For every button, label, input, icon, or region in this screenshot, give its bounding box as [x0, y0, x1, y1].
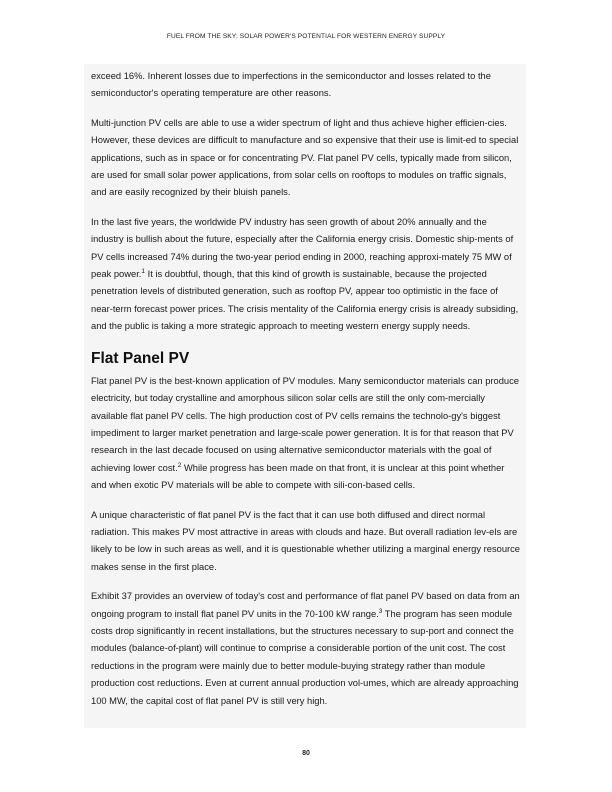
paragraph-text: Flat panel PV is the best-known application of PV modules. Many semiconductor materials can produce electricity, but today crystalline and amorphous silicon solar cells are still the only com-mercially available flat panel PV cells. The high production cost of PV cells remains the technolo-gy's biggest impediment to larger market penetration and large-scale power generation. It is for that reason that PV research in the last decade focused on using alternative semiconductor materials with the goal of achieving lower cost.	[91, 375, 519, 473]
paragraph-text: Exhibit 37 provides an overview of today's cost and performance of flat panel PV based on data from an ongoing program to install flat panel PV units in the 70-100 kW range.	[91, 591, 520, 619]
footnote-marker[interactable]: 3	[378, 607, 383, 615]
footnote-marker[interactable]: 1	[141, 267, 146, 275]
paragraph-flat-panel-intro	[91, 373, 520, 495]
section-heading: Flat Panel PV	[91, 349, 190, 367]
paragraph-pv-industry-growth	[91, 214, 520, 336]
running-header: FUEL FROM THE SKY: SOLAR POWER'S POTENTIAL FOR WESTERN ENERGY SUPPLY	[166, 33, 446, 40]
paragraph-text: It is doubtful, though, that this kind of growth is sustainable, because the projected penetration levels of distributed generation, such as rooftop PV, appear too optimistic in the face of near-term forecast power prices. The crisis mentality of the California energy crisis is already subsiding, and the public is taking a more strategic approach to meeting western energy supply needs.	[91, 269, 519, 332]
paragraph-text: While progress has been made on that front, it is unclear at this point whether and when exotic PV materials will be able to compete with sili-con-based cells.	[91, 462, 505, 491]
paragraph-exhibit-37	[91, 588, 520, 710]
paragraph-multi-junction: Multi-junction PV cells are able to use a wider spectrum of light and thus achieve higher efficien-cies. However, these devices are difficult to manufacture and so expensive that their use is limit-ed to special applications, such as in space or for concentrating PV. Flat panel PV cells, typically made from silicon, are used for small solar power applications, from solar cells on rooftops to modules on traffic signals, and are easily recognized by their bluish panels.	[91, 117, 519, 198]
paragraph-text: The program has seen module costs drop significantly in recent installations, but the structures necessary to sup-port and connect the modules (balance-of-plant) will continue to comprise a considerable portion of the unit cost. The cost reductions in the program were mainly due to better module-buying strategy rather than module production cost reductions. Even at current annual production vol-umes, which are already approaching 100 MW, the capital cost of flat panel PV is still very high.	[91, 608, 519, 706]
paragraph-text: In the last five years, the worldwide PV industry has seen growth of about 20% annually and the industry is bullish about the future, especially after the California energy crisis. Domestic ship-ments of PV cells increased 74% during the two-year period ending in 2000, reaching approxi-mately 75 MW of peak power.	[91, 216, 514, 280]
page-number: 80	[302, 750, 310, 757]
paragraph-continuation: exceed 16%. Inherent losses due to imperfections in the semiconductor and losses related to the semiconductor's operating temperature are other reasons.	[91, 71, 491, 99]
paragraph-radiation: A unique characteristic of flat panel PV is the fact that it can use both diffused and direct normal radiation. This makes PV most attractive in areas with clouds and haze. But overall radiation lev-els are likely to be low in such areas as well, and it is questionable whether utilizing a marginal energy resource makes sense in the first place.	[91, 509, 521, 572]
page-content	[91, 68, 520, 722]
footnote-marker[interactable]: 2	[177, 461, 182, 469]
